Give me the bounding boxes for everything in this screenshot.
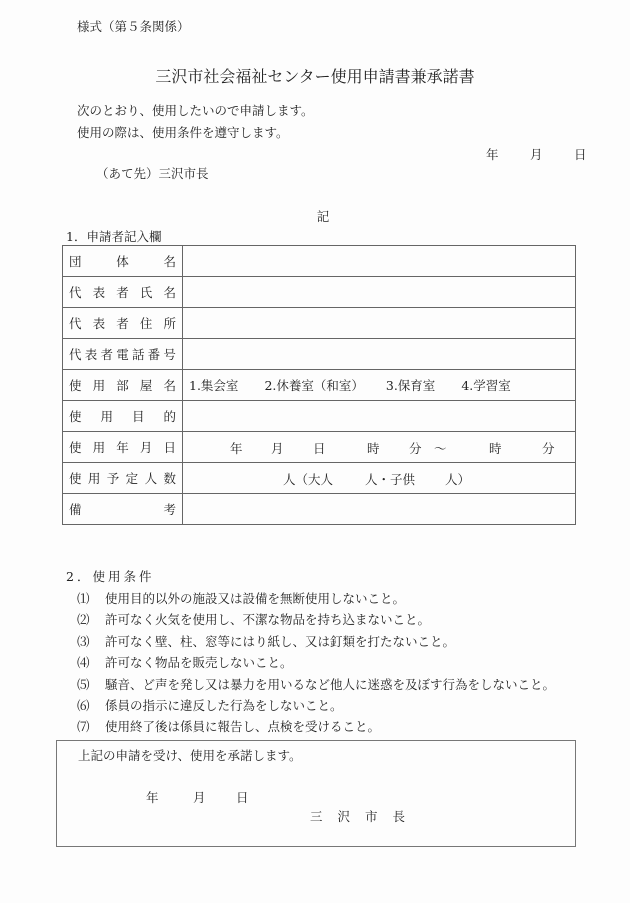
- condition-item: [77, 610, 430, 628]
- label-char: 用: [92, 378, 106, 393]
- label-char: 屋: [139, 378, 153, 393]
- row-label: [63, 401, 183, 432]
- condition-number: ⑷: [77, 655, 90, 671]
- application-table: [62, 245, 576, 525]
- document-title: 三沢市社会福祉センター使用申請書兼承諾書: [155, 67, 475, 86]
- label-char: 者: [116, 316, 129, 331]
- table-row: [63, 246, 576, 277]
- condition-item: [77, 696, 343, 714]
- approval-text: 上記の申請を受け、使用を承諾します。: [78, 748, 302, 763]
- condition-number: ⑶: [77, 633, 90, 649]
- table-row: [63, 370, 576, 401]
- label-char: 者: [100, 347, 113, 362]
- label-char: 体: [116, 254, 129, 269]
- label-char: 名: [163, 254, 176, 269]
- condition-item: [77, 653, 293, 671]
- label-char: 代: [69, 316, 82, 331]
- condition-number: ⑹: [77, 698, 90, 713]
- datetime-label: 分: [409, 441, 422, 456]
- label-char: 使: [69, 409, 82, 424]
- label-char: 備: [69, 502, 82, 517]
- input-field[interactable]: [183, 277, 576, 308]
- table-row: [63, 277, 576, 308]
- intro-line-1: 次のとおり、使用したいので申請します。: [77, 103, 314, 118]
- label-char: 表: [84, 347, 98, 362]
- label-char: 日: [163, 440, 176, 455]
- month-label: 月: [530, 147, 543, 162]
- label-char: 番: [147, 347, 161, 362]
- label-char: 予: [106, 471, 120, 486]
- mayor-signature: [310, 807, 420, 825]
- label-char: 団: [69, 254, 82, 269]
- row-label: [63, 277, 183, 308]
- label-char: 月: [139, 440, 153, 455]
- usage-datetime-field[interactable]: [183, 432, 576, 463]
- room-options[interactable]: [183, 370, 576, 401]
- row-label: [63, 463, 183, 494]
- label-char: 考: [163, 502, 176, 517]
- label-char: 的: [163, 409, 176, 424]
- room-option[interactable]: 3.保育室: [385, 378, 436, 393]
- section2-heading: 2．使用条件: [66, 569, 155, 584]
- room-option[interactable]: 2.休養室（和室）: [264, 378, 364, 393]
- label-char: 目: [131, 409, 145, 424]
- row-label: [63, 432, 183, 463]
- condition-text: 許可なく物品を販売しないこと。: [105, 655, 293, 671]
- section1-heading: 1．申請者記入欄: [66, 229, 162, 244]
- input-field[interactable]: [183, 339, 576, 370]
- intro-line-2: 使用の際は、使用条件を遵守します。: [77, 125, 289, 140]
- label-char: 者: [116, 285, 129, 300]
- year-label: 年: [146, 790, 159, 805]
- approval-date: [146, 788, 249, 806]
- label-char: 人: [144, 471, 158, 486]
- label-char: 名: [163, 285, 176, 300]
- datetime-label: 日: [313, 441, 326, 456]
- people-label: 人・子供: [365, 472, 416, 487]
- label-char: 電: [116, 347, 129, 362]
- table-row: [63, 432, 576, 463]
- datetime-label: 時: [489, 441, 502, 456]
- label-char: 表: [92, 316, 106, 331]
- label-char: 数: [163, 471, 176, 486]
- label-char: 代: [69, 347, 82, 362]
- label-char: 話: [131, 347, 145, 362]
- label-char: 号: [163, 347, 176, 362]
- table-row: [63, 401, 576, 432]
- form-reference: 様式（第５条関係）: [77, 19, 190, 34]
- table-row: [63, 463, 576, 494]
- label-char: 年: [116, 440, 129, 455]
- label-char: 部: [116, 378, 129, 393]
- row-label: [63, 494, 183, 525]
- ki-heading: 記: [316, 209, 330, 224]
- condition-text: 許可なく火気を使用し、不潔な物品を持ち込まないこと。: [105, 612, 431, 628]
- month-label: 月: [193, 790, 206, 805]
- datetime-label: 月: [271, 441, 284, 456]
- label-char: 使: [69, 440, 82, 455]
- people-label: 人）: [445, 472, 471, 487]
- label-char: 用: [100, 409, 113, 424]
- label-char: 用: [92, 440, 106, 455]
- condition-text: 使用終了後は係員に報告し、点検を受けること。: [105, 719, 381, 735]
- condition-number: ⑸: [77, 676, 90, 692]
- condition-item: [77, 675, 555, 693]
- mayor-char: 沢: [337, 809, 351, 824]
- condition-number: ⑴: [77, 591, 90, 606]
- expected-people-field[interactable]: [183, 463, 576, 494]
- label-char: 表: [92, 285, 106, 300]
- label-char: 住: [139, 316, 153, 331]
- condition-text: 使用目的以外の施設又は設備を無断使用しないこと。: [105, 591, 406, 606]
- mayor-char: 長: [392, 809, 406, 824]
- label-char: 使: [69, 471, 82, 486]
- label-char: 定: [125, 471, 139, 486]
- year-label: 年: [486, 147, 499, 162]
- people-label: 人（大人: [283, 472, 334, 487]
- condition-text: 騒音、ど声を発し又は暴力を用いるなど他人に迷惑を及ぼす行為をしないこと。: [105, 676, 556, 692]
- condition-number: ⑵: [77, 612, 90, 628]
- label-char: 氏: [139, 285, 153, 300]
- row-label: [63, 246, 183, 277]
- label-char: 代: [69, 285, 82, 300]
- label-char: 用: [87, 471, 101, 486]
- condition-item: [77, 632, 455, 650]
- row-label: [63, 308, 183, 339]
- condition-text: 許可なく壁、柱、窓等にはり紙し、又は釘類を打たないこと。: [105, 633, 456, 649]
- label-char: 名: [163, 378, 176, 393]
- mayor-char: 市: [365, 809, 378, 824]
- condition-item: [77, 589, 405, 607]
- datetime-label: 分: [542, 441, 555, 456]
- input-field[interactable]: [183, 246, 576, 277]
- condition-number: ⑺: [77, 719, 90, 735]
- input-field[interactable]: [183, 308, 576, 339]
- input-field[interactable]: [183, 401, 576, 432]
- room-option[interactable]: 4.学習室: [461, 378, 511, 393]
- datetime-label: 時: [367, 441, 380, 456]
- addressee: （あて先）三沢市長: [96, 166, 209, 181]
- application-date: [486, 145, 587, 163]
- input-field[interactable]: [183, 494, 576, 525]
- row-label: [63, 370, 183, 401]
- room-option[interactable]: 1.集会室: [189, 378, 239, 393]
- day-label: 日: [236, 790, 249, 805]
- condition-text: 係員の指示に違反した行為をしないこと。: [105, 698, 343, 713]
- mayor-char: 三: [310, 809, 323, 824]
- label-char: 使: [69, 378, 82, 393]
- condition-item: [77, 717, 380, 735]
- row-label: [63, 339, 183, 370]
- table-row: [63, 494, 576, 525]
- day-label: 日: [574, 147, 587, 162]
- label-char: 所: [163, 316, 176, 331]
- datetime-label: 年: [230, 441, 243, 456]
- table-row: [63, 308, 576, 339]
- table-row: [63, 339, 576, 370]
- datetime-label: ～: [434, 441, 447, 456]
